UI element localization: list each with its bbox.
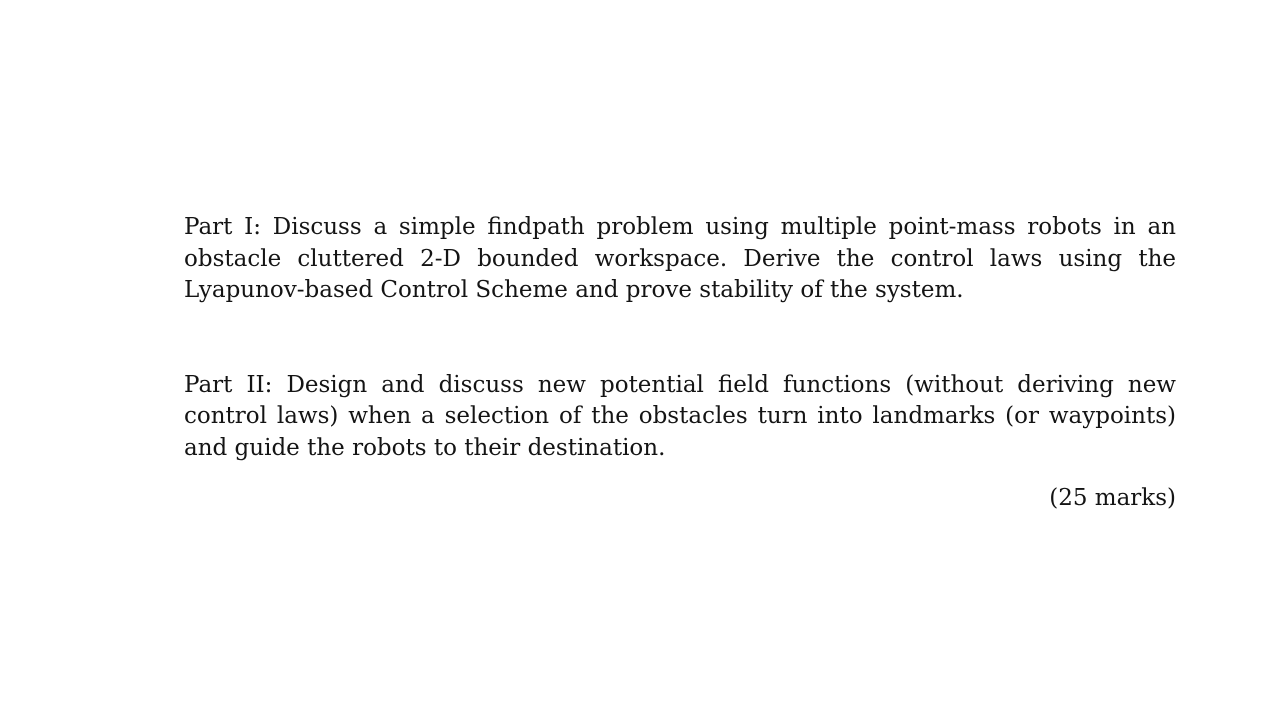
question-text-block: [184, 212, 1176, 464]
clipped-marks-text: (25 marks): [1049, 485, 1176, 511]
part-two-paragraph: Part II: Design and discuss new potential field functions (without deriving new control laws) when a selection of the obstacles turn into landmarks (or waypoints) and guide the robots to their destination.: [184, 371, 1176, 461]
clipped-marks-line: [1016, 484, 1176, 511]
part-one-paragraph: Part I: Discuss a simple findpath problem using multiple point-mass robots in an obstacle cluttered 2-D bounded workspace. Derive the control laws using the Lyapunov-based Control Scheme and prove stability of the system.: [184, 214, 1176, 303]
